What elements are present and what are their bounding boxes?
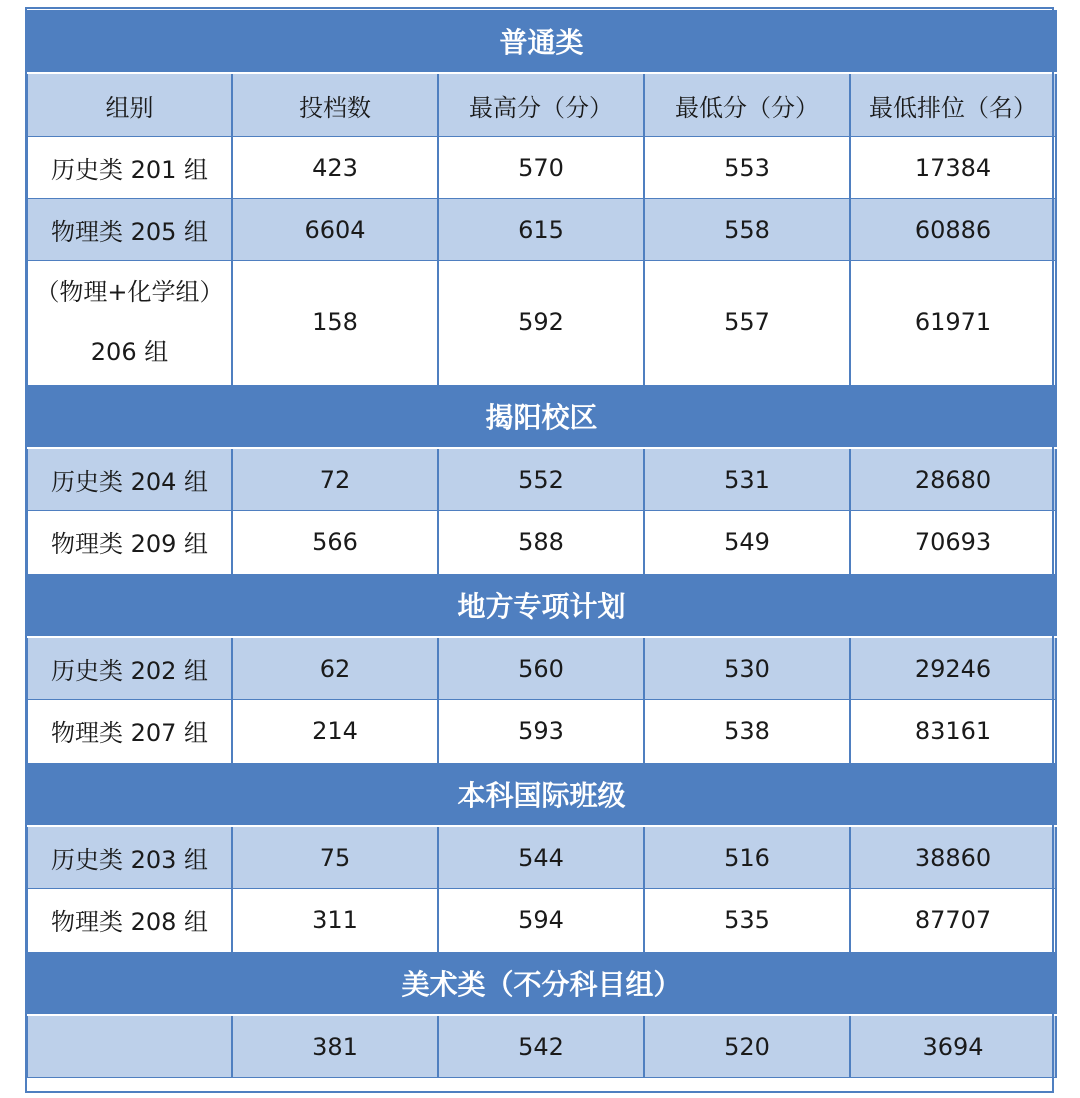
cell-count: 423: [232, 137, 438, 199]
table-row: [27, 137, 1056, 199]
cell-max: 560: [438, 637, 644, 700]
section-header-international: [27, 762, 1056, 826]
table-row: [27, 1015, 1056, 1078]
table-row: [27, 261, 1056, 385]
cell-count: 158: [232, 261, 438, 385]
admission-table: [26, 8, 1057, 1078]
cell-group: 物理类 208 组: [27, 889, 232, 952]
cell-group: 历史类 202 组: [27, 637, 232, 700]
column-header-group: 组别: [27, 73, 232, 137]
cell-count: 311: [232, 889, 438, 952]
cell-group: 历史类 203 组: [27, 826, 232, 889]
cell-min: 549: [644, 511, 850, 574]
section-title: 普通类: [27, 9, 1056, 73]
cell-group-line2: 206 组: [90, 338, 169, 366]
cell-max: 570: [438, 137, 644, 199]
admission-table-container: [26, 8, 1055, 1078]
table-row: [27, 511, 1056, 574]
column-header-rank: 最低排位（名）: [850, 73, 1056, 137]
cell-max: 542: [438, 1015, 644, 1078]
section-title: 美术类（不分科目组）: [27, 951, 1056, 1015]
table-row: [27, 448, 1056, 511]
section-title: 揭阳校区: [27, 384, 1056, 448]
cell-count: 6604: [232, 199, 438, 261]
cell-count: 62: [232, 637, 438, 700]
section-title: 地方专项计划: [27, 573, 1056, 637]
cell-rank: 60886: [850, 199, 1056, 261]
cell-min: 538: [644, 700, 850, 763]
cell-group: 物理类 207 组: [27, 700, 232, 763]
cell-group-line1: （物理+化学组）: [35, 278, 224, 306]
table-row: [27, 700, 1056, 763]
cell-rank: 61971: [850, 261, 1056, 385]
cell-rank: 70693: [850, 511, 1056, 574]
cell-rank: 29246: [850, 637, 1056, 700]
cell-max: 592: [438, 261, 644, 385]
cell-rank: 83161: [850, 700, 1056, 763]
cell-rank: 28680: [850, 448, 1056, 511]
cell-count: 75: [232, 826, 438, 889]
cell-count: 381: [232, 1015, 438, 1078]
cell-group: [27, 261, 232, 385]
column-header-max: 最高分（分）: [438, 73, 644, 137]
cell-max: 544: [438, 826, 644, 889]
cell-min: 558: [644, 199, 850, 261]
cell-group: [27, 1015, 232, 1078]
table-row: [27, 637, 1056, 700]
column-header-row: [27, 73, 1056, 137]
section-header-local-program: [27, 573, 1056, 637]
section-title: 本科国际班级: [27, 762, 1056, 826]
cell-max: 593: [438, 700, 644, 763]
cell-max: 594: [438, 889, 644, 952]
cell-count: 214: [232, 700, 438, 763]
column-header-count: 投档数: [232, 73, 438, 137]
cell-max: 552: [438, 448, 644, 511]
section-header-art: [27, 951, 1056, 1015]
cell-rank: 17384: [850, 137, 1056, 199]
cell-min: 516: [644, 826, 850, 889]
cell-max: 615: [438, 199, 644, 261]
column-header-min: 最低分（分）: [644, 73, 850, 137]
cell-group: 历史类 204 组: [27, 448, 232, 511]
section-header-general: [27, 9, 1056, 73]
cell-group: 物理类 205 组: [27, 199, 232, 261]
cell-min: 535: [644, 889, 850, 952]
cell-min: 557: [644, 261, 850, 385]
cell-group: 物理类 209 组: [27, 511, 232, 574]
cell-rank: 87707: [850, 889, 1056, 952]
cell-rank: 3694: [850, 1015, 1056, 1078]
cell-count: 566: [232, 511, 438, 574]
cell-max: 588: [438, 511, 644, 574]
table-row: [27, 199, 1056, 261]
cell-rank: 38860: [850, 826, 1056, 889]
cell-min: 531: [644, 448, 850, 511]
table-row: [27, 889, 1056, 952]
cell-min: 553: [644, 137, 850, 199]
cell-count: 72: [232, 448, 438, 511]
section-header-jieyang: [27, 384, 1056, 448]
cell-min: 530: [644, 637, 850, 700]
cell-min: 520: [644, 1015, 850, 1078]
cell-group: 历史类 201 组: [27, 137, 232, 199]
table-row: [27, 826, 1056, 889]
